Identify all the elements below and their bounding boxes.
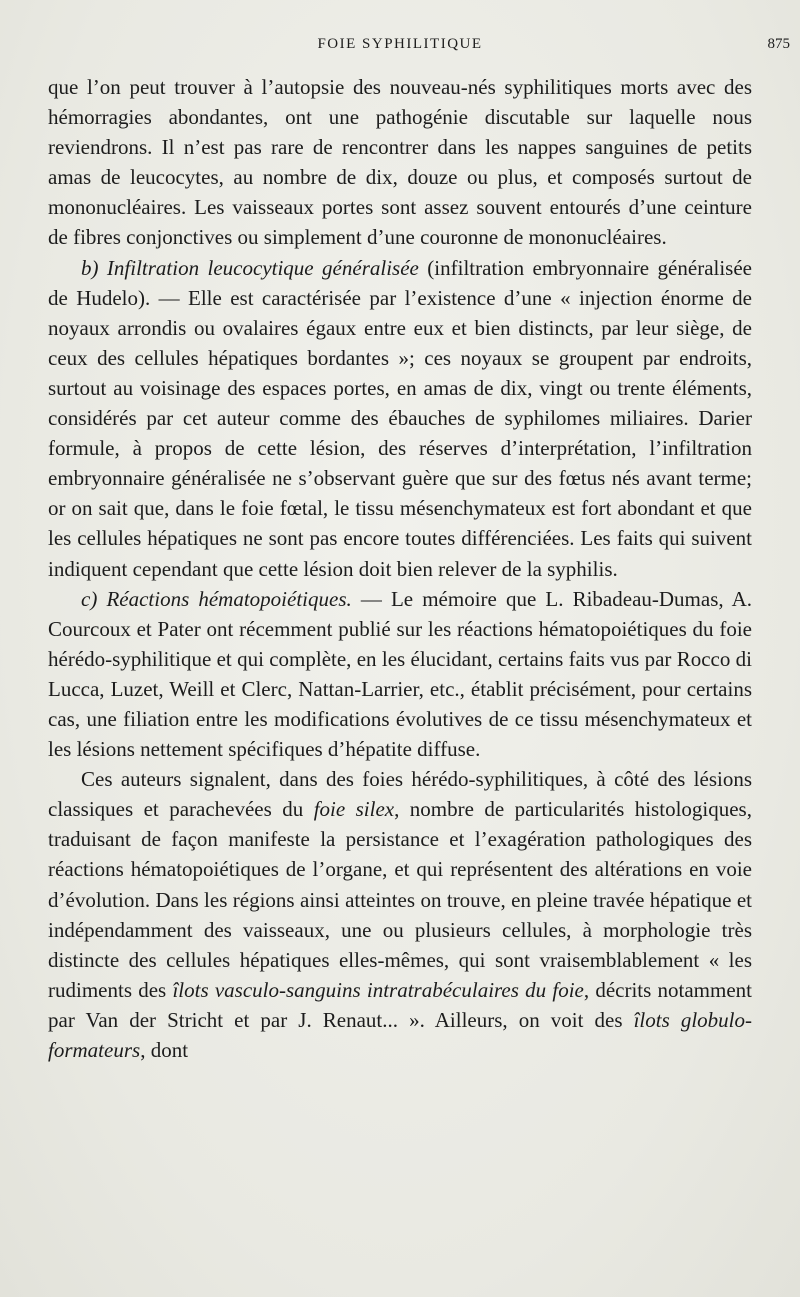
- paragraph-3: [48, 584, 752, 765]
- paragraph-4-em-a: foie silex: [313, 797, 395, 822]
- paragraph-4-text-c: , décrits notamment par Van der Stricht et par J. Renaut... ». Ailleurs, on voit des: [48, 977, 753, 1032]
- paragraph-3-text: — Le mémoire que L. Ribadeau-Dumas, A. Courcoux et Pater ont récemment publié sur les réactions hématopoiétiques du foie hérédo-syphilitique et qui complète, en les élucidant, certains faits vus par Rocco di Lucca, Luzet, Weill et Clerc, Nattan-Larrier, etc., établit précisément, pour certains cas, une filiation entre les modifications évolutives de ce tissu mésenchymateux et les lésions nettement spécifiques d’hépatite diffuse.: [48, 586, 752, 762]
- paragraph-3-lead: c): [81, 586, 107, 611]
- paragraph-2-heading: Infiltration leucocytique généralisée: [106, 255, 419, 280]
- paragraph-3-heading: Réactions hématopoiétiques.: [106, 586, 352, 611]
- page-number: 875: [767, 36, 790, 52]
- paragraph-1: [48, 72, 752, 253]
- paragraph-4-text-d: , dont: [140, 1038, 189, 1062]
- paragraph-4-text-a: Ces auteurs signalent, dans des foies hérédo-syphilitiques, à côté des lésions classiques et parachevées du: [48, 767, 752, 822]
- body-text: [48, 72, 752, 1065]
- paragraph-2-text: (infiltration embryonnaire généralisée de Hudelo). — Elle est caractérisée par l’existence d’une « injection énorme de noyaux arrondis ou ovalaires égaux entre eux et bien distincts, par leur siège, de ceux des cellules hépatiques bordantes »; ces noyaux se groupent par endroits, surtout au voisinage des espaces portes, en amas de dix, vingt ou trente éléments, considérés par cet auteur comme des ébauches de syphilomes miliaires. Darier formule, à propos de cette lésion, des réserves d’interprétation, l’infiltration embryonnaire généralisée ne s’observant guère que sur des fœtus nés avant terme; or on sait que, dans le foie fœtal, le tissu mésenchymateux est fort abondant et que les cellules hépatiques ne sont pas encore toutes différenciées. Les faits qui suivent indiquent cependant que cette lésion doit bien relever de la syphilis.: [48, 255, 752, 581]
- paragraph-2-lead: b): [81, 255, 107, 280]
- paragraph-1-text: que l’on peut trouver à l’autopsie des nouveau-nés syphilitiques morts avec des hémorragies abondantes, ont une pathogénie discutable sur laquelle nous reviendrons. Il n’est pas rare de rencontrer dans les nappes sanguines de petits amas de leucocytes, au nombre de dix, douze ou plus, et composés surtout de mononucléaires. Les vaisseaux portes sont assez souvent entourés d’une ceinture de fibres conjonctives ou simplement d’une couronne de mononucléaires.: [48, 75, 752, 250]
- paragraph-4-em-c: îlots globulo-formateurs: [48, 1007, 753, 1062]
- paragraph-4: [48, 764, 752, 1065]
- page-header: [0, 36, 800, 60]
- paragraph-2: [48, 253, 752, 584]
- running-title: FOIE SYPHILITIQUE: [317, 36, 483, 52]
- paragraph-4-em-b: îlots vasculo-sanguins intratrabéculaires du foie: [172, 977, 584, 1002]
- paragraph-4-text-b: , nombre de particularités histologiques, traduisant de façon manifeste la persistance et l’exagération pathologiques des réactions hématopoiétiques de l’organe, et qui représentent des altérations en voie d’évolution. Dans les régions ainsi atteintes on trouve, en pleine travée hépatique et indépendamment des vaisseaux, une ou plusieurs cellules, à morphologie très distincte des cellules hépatiques elles-mêmes, qui sont vraisemblablement « les rudiments des: [48, 797, 752, 1002]
